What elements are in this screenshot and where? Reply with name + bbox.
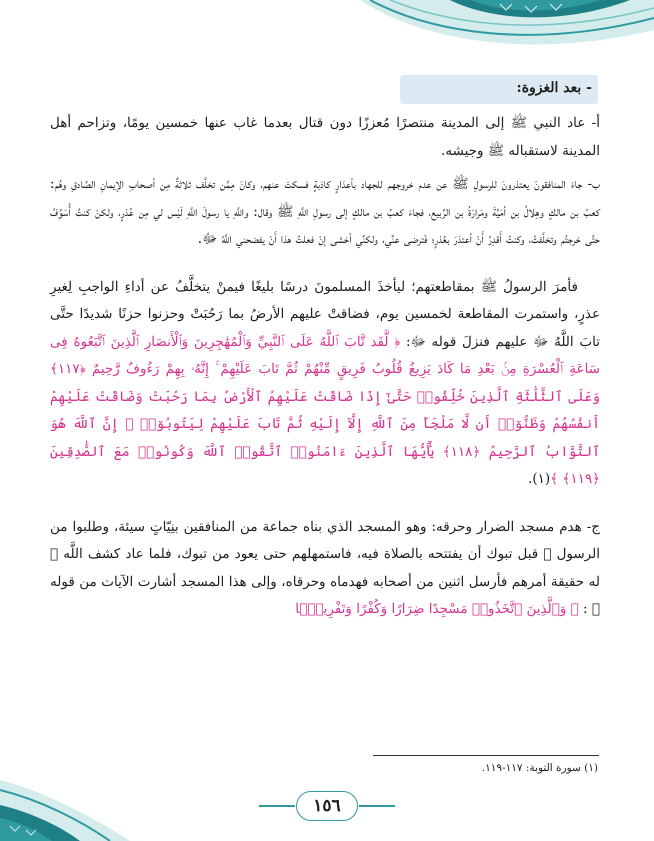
masjid-dirar-text: ج- هدم مسجد الضرار وحرقه: وهو المسجد الذي بناه جماعة من المنافقين بنِيّاتٍ سيئة، وطلبوا من الرسول ﷺ قبل تبوك أن يفتتحه بالصلاة فيه، فاستمهلهم حتى يعود من تبوك، فلما عاد كشف اللَّه ﷻ له حقيقة أمرهم فأرسل اثنين من أصحابه فهدماه وحرقاه، وإلى هذا المسجد أشارت الآيات من قوله ﷻ : [50,518,600,617]
paragraph-b: ب- جاءَ المنافقونَ يعتذرونَ للرسولِ ﷺ عن عدم خروجهم للجهاد بأعذارٍ كاذبةٍ فسكتَ عنهم، وكانَ مِمَّن تخلَّف ثلاثةٌ مِن أصحابِ الإيمانِ الصَّادقِ وهُم: كعبُ بن مالكٍ وهِلالُ بن أمَيَّةَ ومَرارَةُ بن الرَّبيع، فجاءَ كعبُ بن مالكٍ إلى رسولِ اللَّهِ ﷺ وقال: واللَّهِ يا رسولَ اللَّهِ لَيْس لي مِن عُذرٍ، ولكنْ كنتُ أُسَوِّفُ حتَّى خرجتُم وتخلَّفتُ، وكنتُ أَقدِرُ أَنْ أعتذرَ بعُذرٍ؛ فَترضى عنِّي، ولكنِّي أخشى إنْ فعلتُ هذا أَنْ يفضحني اللَّهُ ﷻ. [50,176,600,247]
quran-verses-tawbah: ﴿ لَّقَد تَّابَ ٱللَّهُ عَلَى ٱلنَّبِيِّ وَٱلْمُهَٰجِرِينَ وَٱلْأَنصَارِ ٱلَّذِينَ ٱتَّبَعُوهُ فِى سَاعَةِ ٱلْعُسْرَةِ مِنۢ بَعْدِ مَا كَادَ يَزِيغُ قُلُوبُ فَرِيقٍ مِّنْهُمْ ثُمَّ تَابَ عَلَيْهِمْ ۚ إِنَّهُۥ بِهِمْ رَءُوفٌ رَّحِيمٌ ﴿١١٧﴾ وَعَلَى ٱلثَّلَٰثَةِ ٱلَّذِينَ خُلِّفُوا۟ حَتَّىٰٓ إِذَا ضَاقَتْ عَلَيْهِمُ ٱلْأَرْضُ بِمَا رَحُبَتْ وَضَاقَتْ عَلَيْهِمْ أَنفُسُهُمْ وَظَنُّوٓا۟ أَن لَّا مَلْجَأَ مِنَ ٱللَّهِ إِلَّآ إِلَيْهِ ثُمَّ تَابَ عَلَيْهِمْ لِيَتُوبُوٓا۟ ۚ إِنَّ ٱللَّهَ هُوَ ٱلتَّوَّابُ ٱلرَّحِيمُ ﴿١١٨﴾ يَٰٓأَيُّهَا ٱلَّذِينَ ءَامَنُوا۟ ٱتَّقُوا۟ ٱللَّهَ وَكُونُوا۟ مَعَ ٱلصَّٰدِقِينَ ﴿١١٩﴾ ﴾ [50,333,600,487]
page-number: ١٥٦ [313,796,341,816]
section-heading: - بعد الغزوة: [516,80,592,96]
quran-citation: (١). [528,471,551,487]
bottom-ornament [0,760,130,841]
footnote-divider [373,755,599,756]
paragraph-c [50,514,600,624]
page-number-badge [296,791,358,821]
boycott-text: فأمرَ الرسولُ ﷺ بمقاطعتهم؛ ليأخذَ المسلمونَ درسًا بليغًا فيمنْ يتخلَّفُ عن أداءِ الواجبِ لِغيرِ عذرٍ، واستمرت المقاطعة لخمسين يوم، فضاقتْ عليهم الأرضُ بما رَحُبَتْ وحزنوا حزنًا شديدًا حتَّى تابَ اللَّهُ ﷻ عليهم فنزلَ قوله ﷻ: [50,278,600,350]
top-ornament [300,0,654,60]
footnote: (١) سورة التوبة: ١١٧-١١٩. [481,762,598,774]
page-body [50,110,600,630]
quran-verse-dirar: ﴿ وَٱلَّذِينَ ٱتَّخَذُوا۟ مَسْجِدًا ضِرَارًا وَكُفْرًا وَتَفْرِيقًۢا [295,601,579,617]
paragraph-boycott [50,274,600,494]
paragraph-a: أ- عاد النبي ﷺ إلى المدينة منتصرًا مُعززًا دون قتال بعدما غاب عنها خمسين يومًا، وتزاحم أهل المدينة لاستقباله ﷺ وجيشه. [50,115,600,159]
